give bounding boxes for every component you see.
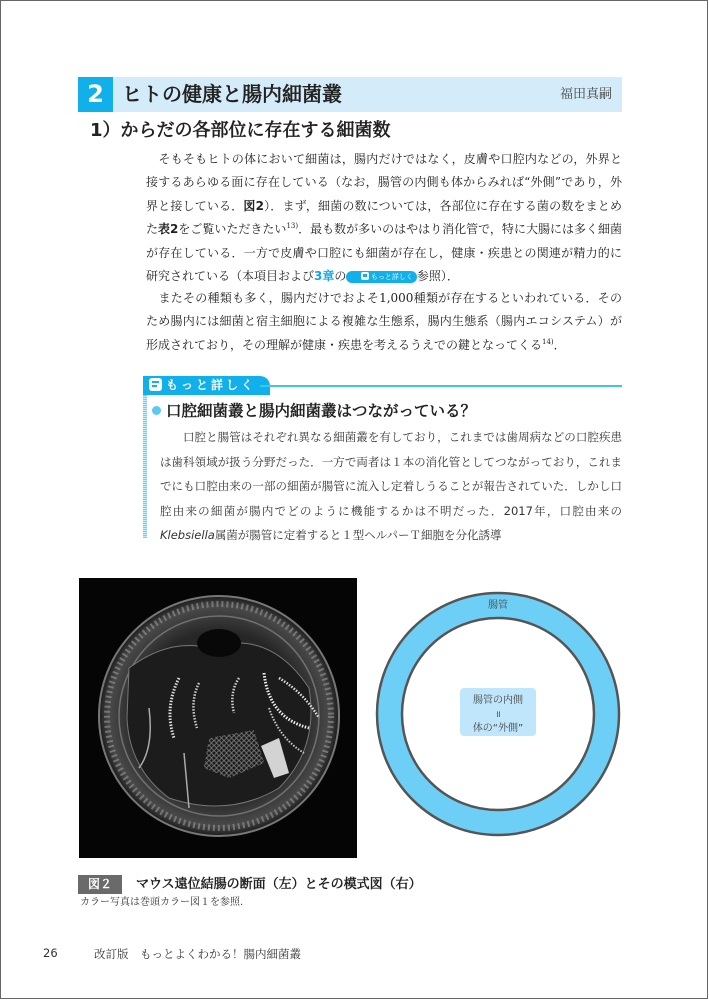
author-name: 福田真嗣 (559, 87, 612, 102)
citation-14[interactable]: 14) (542, 337, 554, 346)
chapter-reference[interactable]: 3章 (314, 269, 335, 284)
figure-label: 図２ (78, 875, 122, 894)
text-run: の (334, 269, 347, 284)
figure-caption (78, 873, 422, 894)
figure-note: カラー写真は巻頭カラー図１を参照. (80, 897, 244, 908)
column-tab (143, 376, 270, 395)
column-heading-text: 口腔細菌叢と腸内細菌叢はつながっている？ (166, 402, 477, 420)
text-run: ．最も数が多いのはやはり消化管で，特に大腸には多く細菌が存在している．一方で皮膚や口腔にも細菌が存在し，健康・疾患との関連が精力的に研究されている（本項目および (146, 222, 622, 284)
intestine-schematic (370, 580, 630, 850)
text-run: をご覧いただきたい (178, 222, 287, 237)
column-body (160, 425, 622, 548)
table-reference[interactable]: 表2 (158, 222, 179, 237)
bullet-icon (152, 406, 161, 415)
text-run: またその種類も多く，腸内だけでおよそ1,000種類が存在するといわれている．そのため腸内には細菌と宿主細胞による複雑な生態系，腸内生態系（腸内エコシステム）が形成されており，その理解が健康・疾患を考えるうえでの鍵となってくる (146, 291, 622, 352)
column-tab-label: もっと詳しく (166, 378, 257, 392)
paragraph-1 (146, 148, 622, 288)
genus-name: Klebsiella (160, 528, 215, 542)
text-run: そもそもヒトの体において細菌は，腸内だけではなく，皮膚や口腔内などの，外界と接するあらゆる面に存在している（なお，腸管の内側も体からみれば“外側”であり，外界と接している． (146, 152, 622, 213)
text-run: 参照）． (416, 269, 459, 284)
text-run: 口腔と腸管はそれぞれ異なる細菌叢を有しており，これまでは歯周病などの口腔疾患は歯科領域が扱う分野だった．一方で両者は１本の消化管としてつながっており，これまでにも口腔由来の一部の細菌が腸管に流入し定着しうることが報告されていた．しかし口腔由来の細菌が腸内でどのように機能するかは不明だった．2017年，口腔由来の (160, 430, 622, 518)
colon-cross-section-photo (79, 578, 357, 858)
schematic-diagram (370, 580, 630, 850)
figure-title: マウス遠位結腸の断面（左）とその模式図（右） (136, 877, 422, 892)
text-run: 属菌が腸管に定着すると１型ヘルパーＴ細胞を分化誘導 (214, 528, 502, 542)
pointing-hand-icon (361, 272, 369, 280)
chapter-header (78, 77, 622, 112)
paragraph-2 (146, 287, 622, 357)
inner-label-equals: ॥ (495, 710, 501, 720)
text-run: ． (553, 337, 566, 352)
pill-label: もっと詳しく (370, 273, 413, 282)
column-rule (260, 385, 622, 387)
pointing-hand-icon (149, 378, 162, 391)
inner-label-line-1: 腸管の内側 (473, 695, 523, 706)
page-number: 26 (43, 946, 58, 960)
citation-13[interactable]: 13) (286, 222, 299, 231)
text-run: ）．まず，細菌の数については，各部位に存在する菌の数をまとめた (146, 198, 622, 237)
section-title: 1）からだの各部位に存在する細菌数 (90, 120, 391, 141)
inner-label-line-3: 体の“外側” (472, 723, 524, 734)
figure-reference[interactable]: 図2 (243, 198, 264, 213)
chapter-title: ヒトの健康と腸内細菌叢 (122, 82, 342, 106)
micrograph-image (79, 578, 357, 858)
column-heading (152, 400, 476, 422)
running-footer-title: 改訂版 もっとよくわかる！腸内細菌叢 (94, 947, 301, 961)
chapter-number: 2 (78, 77, 113, 112)
intestine-label: 腸管 (488, 600, 508, 611)
column-side-stripe (143, 395, 147, 538)
motto-pill-badge (346, 271, 417, 283)
